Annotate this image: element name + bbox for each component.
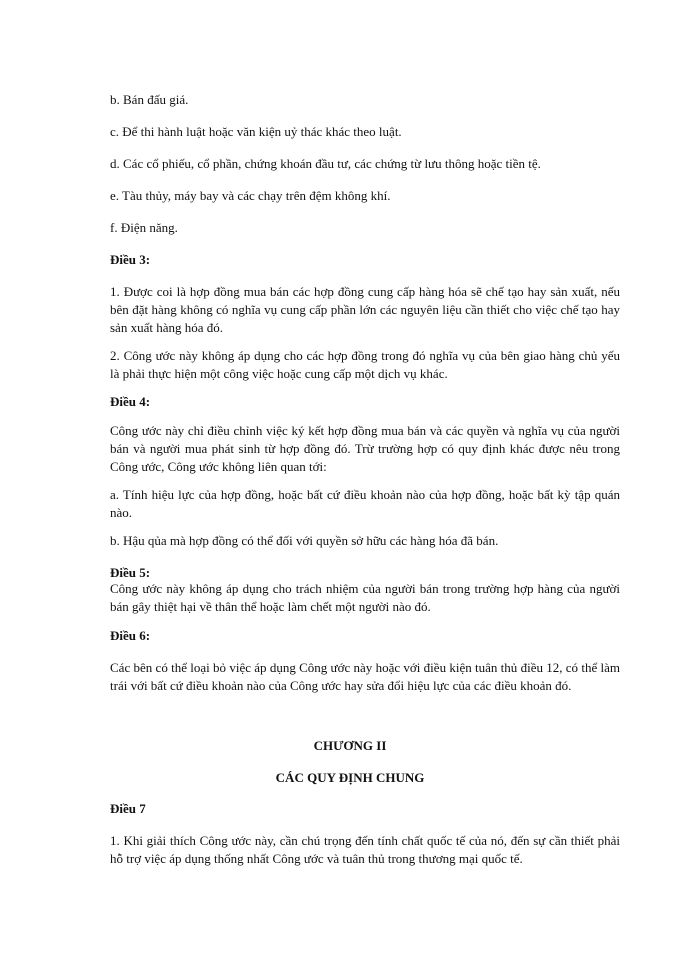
list-item-c: c. Để thi hành luật hoặc văn kiện uỷ thác khác theo luật. [110,124,402,139]
article-4-item-b: b. Hậu qủa mà hợp đồng có thể đối với quyền sở hữu các hàng hóa đã bán. [110,533,499,548]
article-6-heading: Điều 6: [110,628,151,643]
article-7-heading: Điều 7 [110,801,146,816]
chapter-number: CHƯƠNG II [313,738,387,753]
list-item-e: e. Tàu thủy, máy bay và các chạy trên đệm không khí. [110,188,391,203]
chapter-title: CÁC QUY ĐỊNH CHUNG [275,770,425,785]
list-item-f: f. Điện năng. [110,220,178,235]
article-4-item-a: a. Tính hiệu lực của hợp đồng, hoặc bất cứ điều khoản nào của hợp đồng, hoặc bất kỳ tập quán nào. [110,487,620,520]
article-5-paragraph-1: Công ước này không áp dụng cho trách nhiệm của người bán trong trường hợp hàng của người bán gây thiệt hại về thân thể hoặc làm chết một người nào đó. [110,581,620,614]
article-5-heading: Điều 5: [110,565,151,580]
article-3-paragraph-2: 2. Công ước này không áp dụng cho các hợp đồng trong đó nghĩa vụ của bên giao hàng chủ yếu là phải thực hiện một công việc hoặc cung cấp một dịch vụ khác. [110,348,620,381]
article-4-paragraph-1: Công ước này chỉ điều chỉnh việc ký kết hợp đồng mua bán và các quyền và nghĩa vụ của người bán và người mua phát sinh từ hợp đồng đó. Trừ trường hợp có quy định khác được nêu trong Công ước, Công ước không liên quan tới: [110,423,620,474]
list-item-d: d. Các cổ phiếu, cổ phần, chứng khoán đầu tư, các chứng từ lưu thông hoặc tiền tệ. [110,156,541,171]
article-3-heading: Điều 3: [110,252,151,267]
article-7-paragraph-1: 1. Khi giải thích Công ước này, cần chú trọng đến tính chất quốc tế của nó, đến sự cần thiết phải hỗ trợ việc áp dụng thống nhất Công ước và tuân thủ trong thương mại quốc tế. [110,833,620,866]
article-4-heading: Điều 4: [110,394,151,409]
list-item-b: b. Bán đấu giá. [110,92,189,107]
article-3-paragraph-1: 1. Được coi là hợp đồng mua bán các hợp đồng cung cấp hàng hóa sẽ chế tạo hay sản xuất, nếu bên đặt hàng không có nghĩa vụ cung cấp phần lớn các nguyên liệu cần thiết cho việc chế tạo hay sản xuất hàng hóa đó. [110,284,620,335]
article-6-paragraph-1: Các bên có thể loại bỏ việc áp dụng Công ước này hoặc với điều kiện tuân thủ điều 12, có thể làm trái với bất cứ điều khoản nào của Công ước hay sửa đổi hiệu lực của các điều khoản đó. [110,660,620,693]
